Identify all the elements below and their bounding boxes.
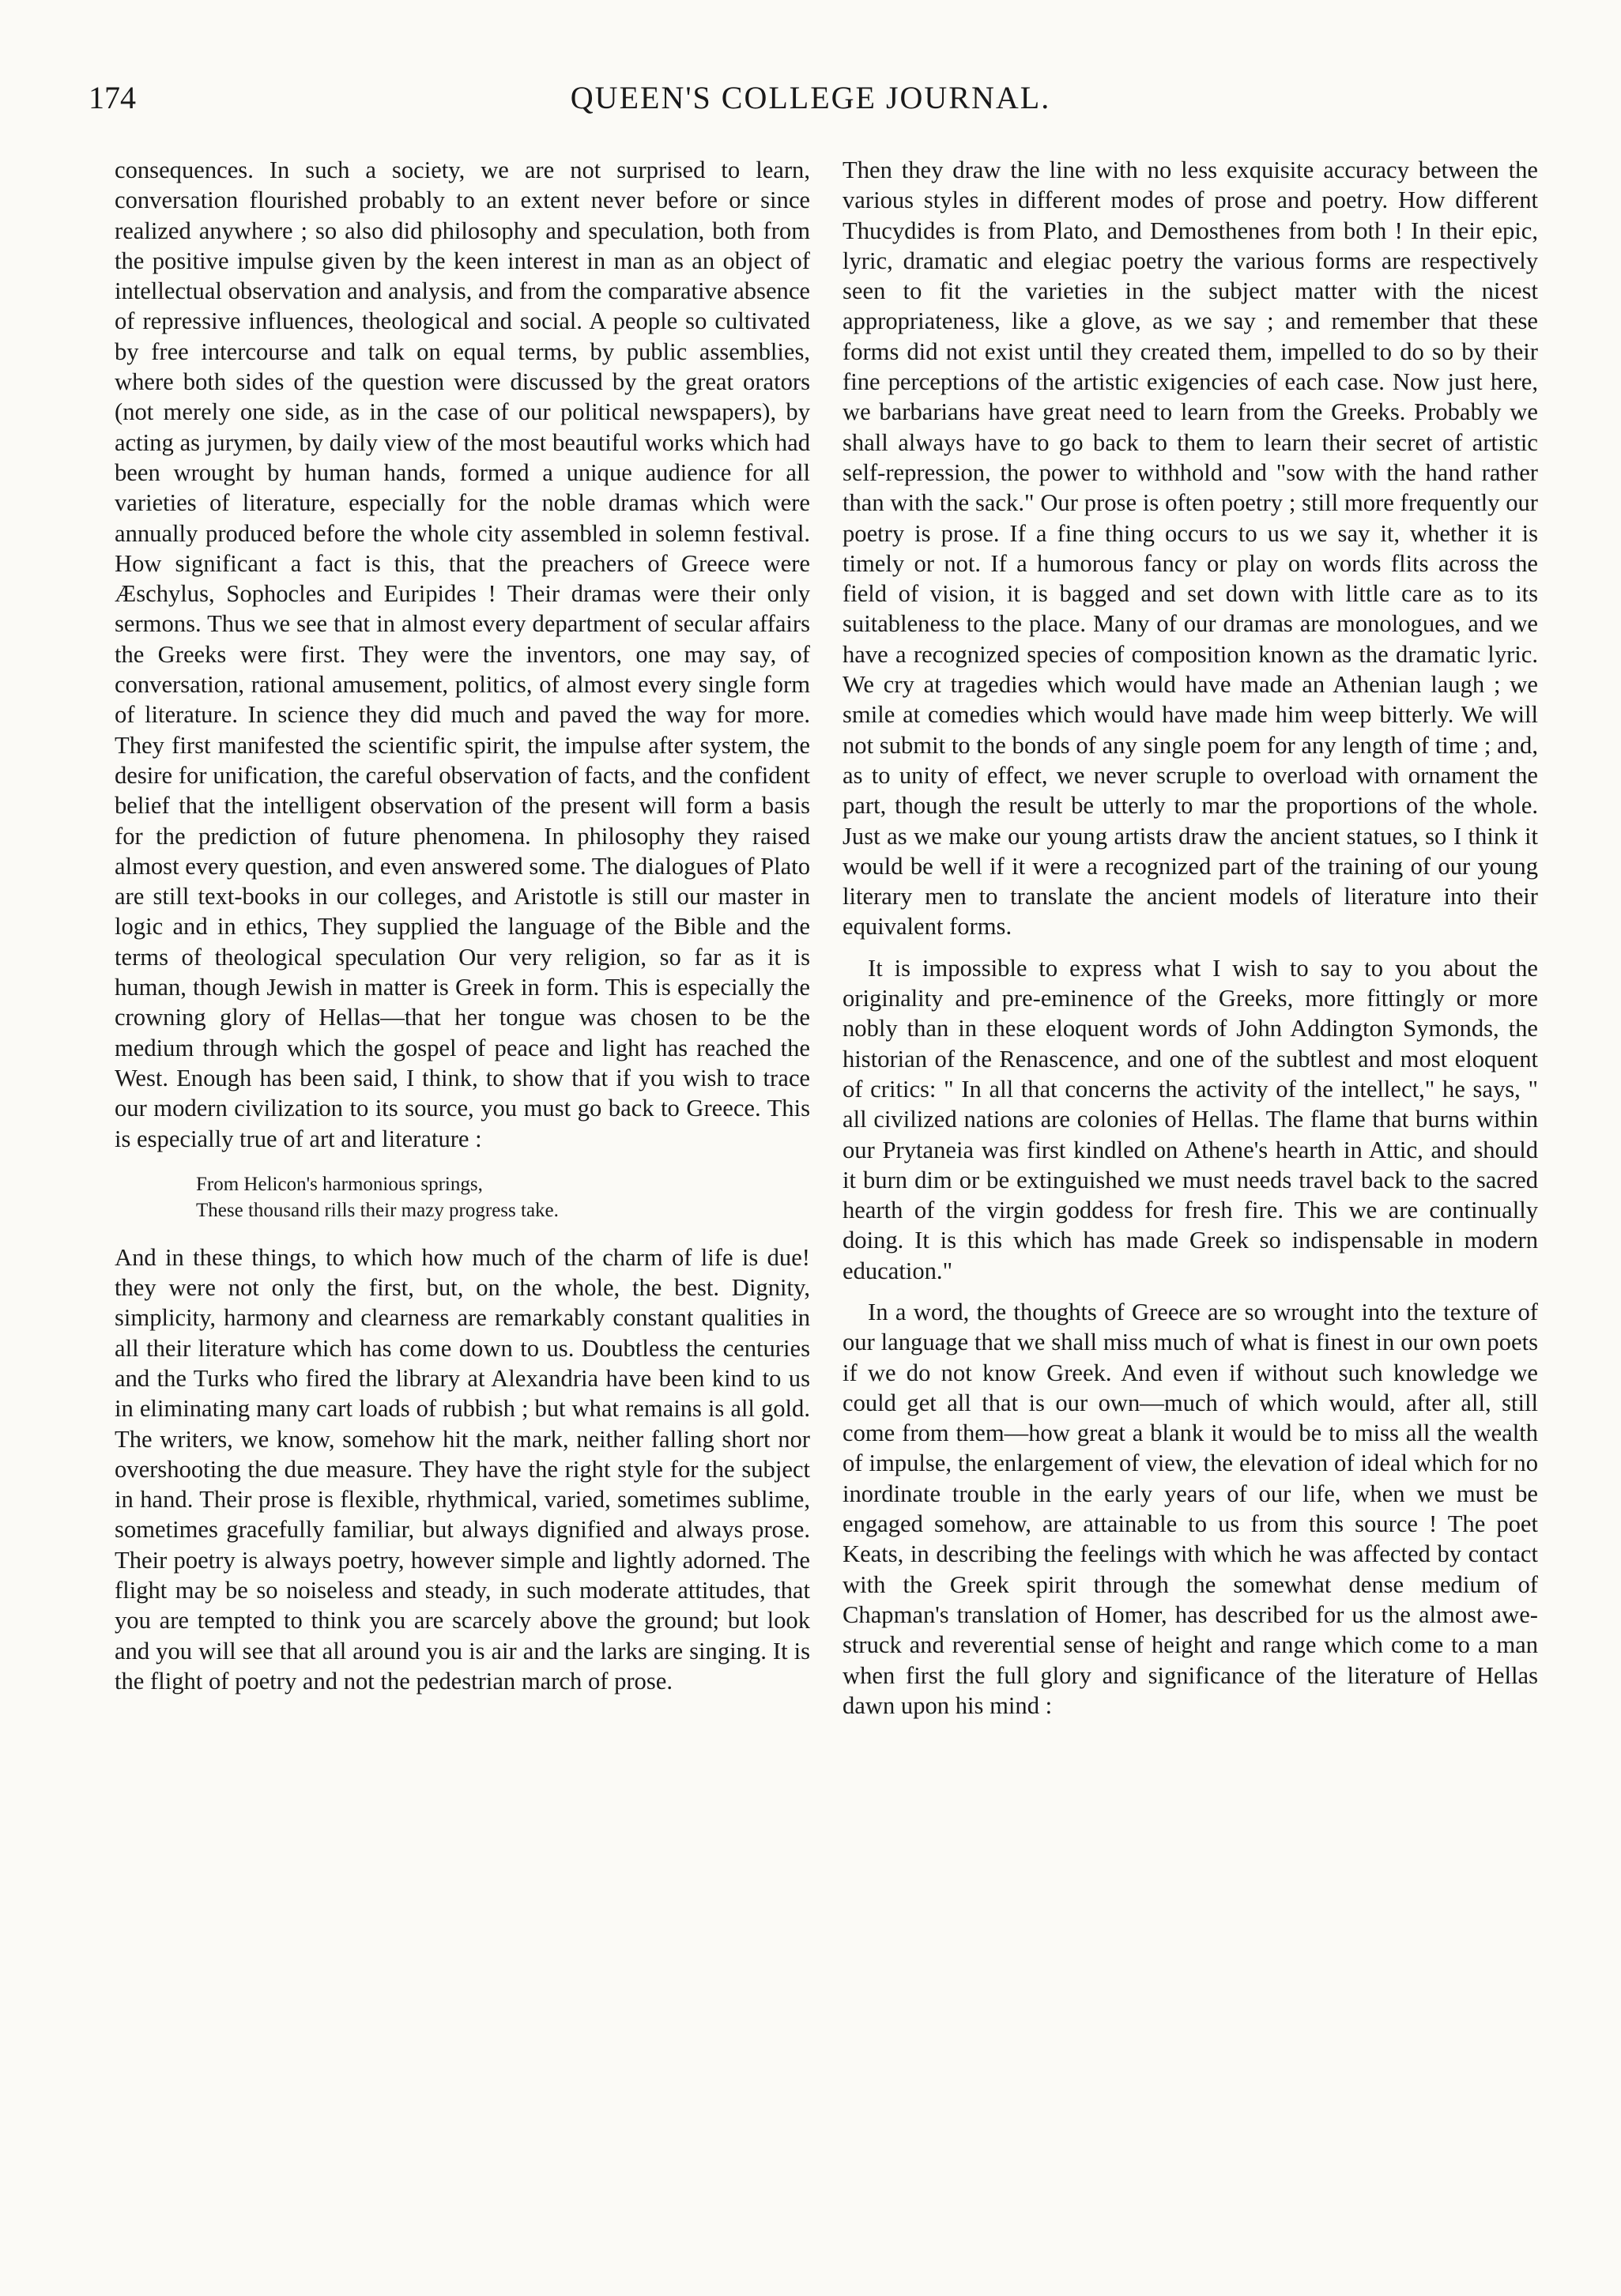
page-header [0, 79, 1621, 126]
left-column [115, 155, 810, 1696]
running-title: QUEEN'S COLLEGE JOURNAL. [570, 80, 1051, 115]
right-column [843, 155, 1538, 1721]
left-paragraph-2: And in these things, to which how much of the charm of life is due! they were not only the first, but, on the whole, the best. Dignity, simplicity, harmony and clearness are remarkably constant qualities in all their literature which has come down to us. Doubtless the centuries and the Turks who fired the library at Alexandria have been kind to us in eliminating many cart loads of rubbish ; but what remains is all gold. The writers, we know, somehow hit the mark, neither falling short nor overshooting the due measure. They have the right style for the subject in hand. Their prose is flexible, rhythmical, varied, sometimes sublime, sometimes gracefully familiar, but always dignified and always prose. Their poetry is always poetry, however simple and lightly adorned. The flight may be so noiseless and steady, in such moderate attitudes, that you are tempted to think you are scarcely above the ground; but look and you will see that all around you is air and the larks are singing. It is the flight of poetry and not the pedestrian march of prose. [115, 1243, 810, 1695]
right-paragraph-1: Then they draw the line with no less exquisite accuracy between the various styles in different modes of prose and poetry. How different Thucydides is from Plato, and Demosthenes from both ! In their epic, lyric, dramatic and elegiac poetry the various forms are respectively seen to fit the varieties in the subject matter with the nicest appropriateness, like a glove, as we say ; and remember that these forms did not exist until they created them, impelled to do so by their fine perceptions of the artistic exigencies of each case. Now just here, we barbarians have great need to learn from the Greeks. Probably we shall always have to go back to them to learn their secret of artistic self-repression, the power to withhold and "sow with the hand rather than with the sack." Our prose is often poetry ; still more frequently our poetry is prose. If a fine thing occurs to us we say it, whether it is timely or not. If a humorous fancy or play on words flits across the field of vision, it is bagged and set down with little care as to its suitableness to the place. Many of our dramas are monologues, and we have a recognized species of composition known as the dramatic lyric. We cry at tragedies which would have made an Athenian laugh ; we smile at comedies which would have made him weep bitterly. We will not submit to the bonds of any single poem for any length of time ; and, as to unity of effect, we never scruple to overload with ornament the part, though the result be utterly to mar the proportions of the whole. Just as we make our young artists draw the ancient statues, so I think it would be well if it were a recognized part of the training of our young literary men to translate the ancient models of literature into their equivalent forms. [843, 156, 1538, 941]
verse-line-2: These thousand rills their mazy progress take. [196, 1199, 559, 1221]
page-number: 174 [89, 80, 136, 115]
verse-line-1: From Helicon's harmonious springs, [196, 1173, 483, 1195]
right-paragraph-2: It is impossible to express what I wish to say to you about the originality and pre-eminence of the Greeks, more fittingly or more nobly than in these eloquent words of John Addington Symonds, the historian of the Renascence, and one of the subtlest and most eloquent of critics: " In all that concerns the activity of the intellect," he says, " all civilized nations are colonies of Hellas. The flame that burns within our Prytaneia was first kindled on Athene's hearth in Attic, and should it burn dim or be extinguished we must needs travel back to the sacred hearth of the virgin goddess for fresh fire. This we are continually doing. It is this which has made Greek so indispensable in modern education." [843, 954, 1538, 1284]
verse-quotation [196, 1171, 810, 1223]
left-paragraph-1: consequences. In such a society, we are not surprised to learn, conversation flourished probably to an extent never before or since realized anywhere ; so also did philosophy and speculation, both from the positive impulse given by the keen interest in man as an object of intellectual observation and analysis, and from the comparative absence of repressive influences, theological and social. A people so cultivated by free intercourse and talk on equal terms, by public assemblies, where both sides of the question were discussed by the great orators (not merely one side, as in the case of our political newspapers), by acting as jurymen, by daily view of the most beautiful works which had been wrought by human hands, formed a unique audience for all varieties of literature, especially for the noble dramas which were annually produced before the whole city assembled in solemn festival. How significant a fact is this, that the preachers of Greece were Æschylus, Sophocles and Euripides ! Their dramas were their only sermons. Thus we see that in almost every department of secular affairs the Greeks were first. They were the inventors, one may say, of conversation, rational amusement, politics, of almost every single form of literature. In science they did much and paved the way for more. They first manifested the scientific spirit, the impulse after system, the desire for unification, the careful observation of facts, and the confident belief that the intelligent observation of the present will form a basis for the prediction of future phenomena. In philosophy they raised almost every question, and even answered some. The dialogues of Plato are still text-books in our colleges, and Aristotle is still our master in logic and in ethics, They supplied the language of the Bible and the terms of theological speculation Our very religion, so far as it is human, though Jewish in matter is Greek in form. This is especially the crowning glory of Hellas—that her tongue was chosen to be the medium through which the gospel of peace and light has reached the West. Enough has been said, I think, to show that if you wish to trace our modern civilization to its source, you must go back to Greece. This is especially true of art and literature : [115, 156, 810, 1152]
right-paragraph-3: In a word, the thoughts of Greece are so wrought into the texture of our language that we shall miss much of what is finest in our own poets if we do not know Greek. And even if without such knowledge we could get all that is our own—much of which would, after all, still come from them—how great a blank it would be to miss all the wealth of impulse, the enlargement of view, the elevation of ideal which for no inordinate trouble in the early years of our life, when we must be engaged somehow, are attainable to us from this source ! The poet Keats, in describing the feelings with which he was affected by contact with the Greek spirit through the somewhat dense medium of Chapman's translation of Homer, has described for us the almost awe-struck and reverential sense of height and range which come to a man when first the full glory and significance of the literature of Hellas dawn upon his mind : [843, 1298, 1538, 1719]
